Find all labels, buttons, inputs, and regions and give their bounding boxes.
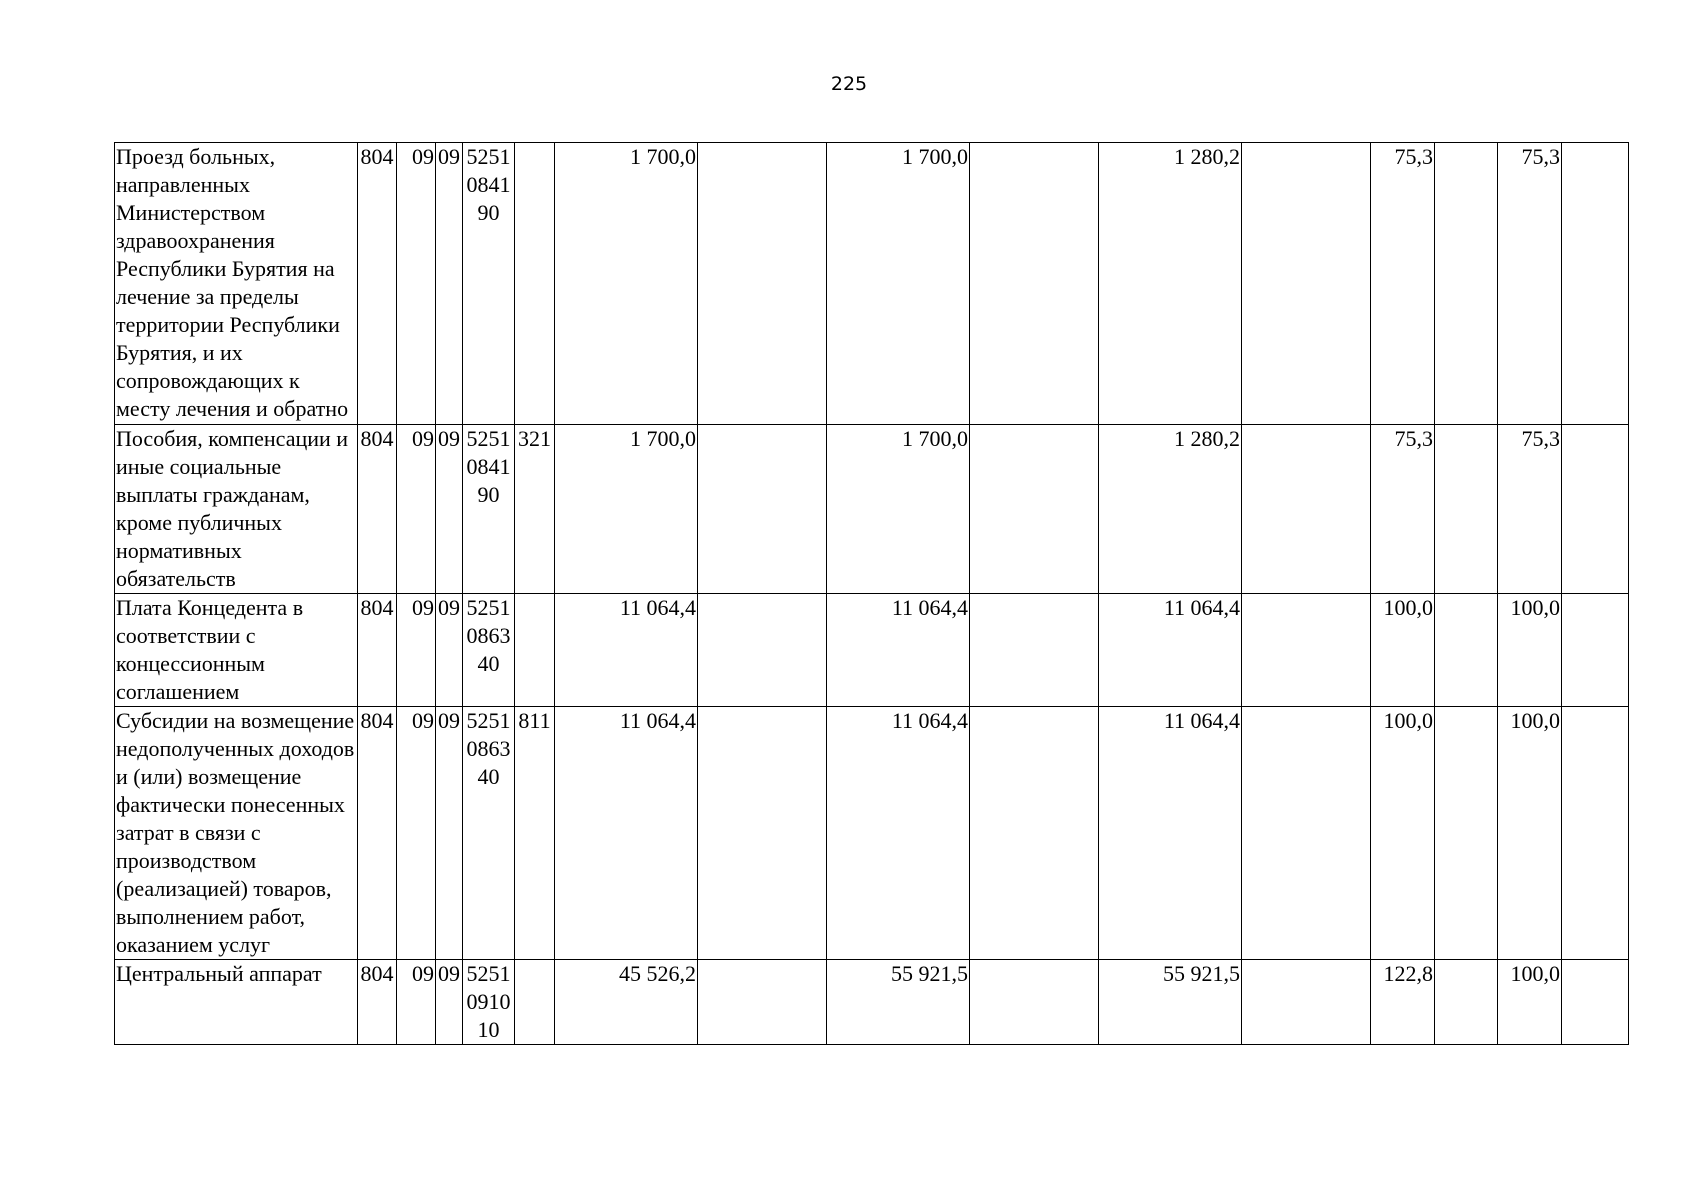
empty-cell (1562, 594, 1629, 707)
grbs-code-cell: 804 (358, 707, 397, 960)
refined-amount-cell: 1 700,0 (827, 143, 970, 425)
empty-cell (698, 707, 827, 960)
row-name-cell: Центральный аппарат (115, 960, 358, 1045)
target-article-code-cell: 5251086340 (463, 594, 515, 707)
empty-cell (1435, 425, 1498, 594)
subsection-code-cell: 09 (436, 594, 463, 707)
target-article-code-cell: 5251084190 (463, 425, 515, 594)
percent-approved-cell: 122,8 (1371, 960, 1435, 1045)
expense-type-code-cell (515, 960, 555, 1045)
row-name-cell: Плата Концедента в соответствии с концессионным соглашением (115, 594, 358, 707)
row-name-cell: Проезд больных, направленных Министерством здравоохранения Республики Бурятия на лечение за пределы территории Республики Бурятия, и их сопровождающих к месту лечения и обратно (115, 143, 358, 425)
refined-amount-cell: 55 921,5 (827, 960, 970, 1045)
empty-cell (1242, 960, 1371, 1045)
empty-cell (970, 143, 1099, 425)
empty-cell (1242, 425, 1371, 594)
empty-cell (1435, 960, 1498, 1045)
row-name-cell: Пособия, компенсации и иные социальные выплаты гражданам, кроме публичных нормативных обязательств (115, 425, 358, 594)
grbs-code-cell: 804 (358, 143, 397, 425)
grbs-code-cell: 804 (358, 960, 397, 1045)
executed-amount-cell: 11 064,4 (1099, 594, 1242, 707)
empty-cell (970, 960, 1099, 1045)
percent-approved-cell: 75,3 (1371, 425, 1435, 594)
percent-refined-cell: 75,3 (1498, 143, 1562, 425)
empty-cell (1242, 143, 1371, 425)
empty-cell (1562, 707, 1629, 960)
expense-type-code-cell: 811 (515, 707, 555, 960)
empty-cell (698, 143, 827, 425)
subsection-code-cell: 09 (436, 960, 463, 1045)
empty-cell (1242, 707, 1371, 960)
table-row (115, 425, 1629, 594)
percent-refined-cell: 100,0 (1498, 707, 1562, 960)
approved-amount-cell: 1 700,0 (555, 143, 698, 425)
subsection-code-cell: 09 (436, 425, 463, 594)
empty-cell (698, 594, 827, 707)
empty-cell (1562, 143, 1629, 425)
refined-amount-cell: 1 700,0 (827, 425, 970, 594)
empty-cell (1242, 594, 1371, 707)
subsection-code-cell: 09 (436, 143, 463, 425)
budget-execution-table (114, 142, 1629, 1045)
table-row (115, 594, 1629, 707)
grbs-code-cell: 804 (358, 425, 397, 594)
expense-type-code-cell (515, 594, 555, 707)
executed-amount-cell: 11 064,4 (1099, 707, 1242, 960)
empty-cell (698, 425, 827, 594)
executed-amount-cell: 1 280,2 (1099, 425, 1242, 594)
approved-amount-cell: 1 700,0 (555, 425, 698, 594)
expense-type-code-cell (515, 143, 555, 425)
percent-approved-cell: 75,3 (1371, 143, 1435, 425)
target-article-code-cell: 5251084190 (463, 143, 515, 425)
section-code-cell: 09 (397, 594, 436, 707)
executed-amount-cell: 1 280,2 (1099, 143, 1242, 425)
empty-cell (1435, 143, 1498, 425)
table-row (115, 143, 1629, 425)
section-code-cell: 09 (397, 425, 436, 594)
approved-amount-cell: 11 064,4 (555, 594, 698, 707)
page-number: 225 (830, 73, 868, 95)
percent-refined-cell: 100,0 (1498, 594, 1562, 707)
empty-cell (1562, 425, 1629, 594)
percent-refined-cell: 100,0 (1498, 960, 1562, 1045)
executed-amount-cell: 55 921,5 (1099, 960, 1242, 1045)
refined-amount-cell: 11 064,4 (827, 707, 970, 960)
section-code-cell: 09 (397, 707, 436, 960)
grbs-code-cell: 804 (358, 594, 397, 707)
percent-approved-cell: 100,0 (1371, 707, 1435, 960)
empty-cell (1562, 960, 1629, 1045)
expense-type-code-cell: 321 (515, 425, 555, 594)
table-row (115, 707, 1629, 960)
percent-refined-cell: 75,3 (1498, 425, 1562, 594)
section-code-cell: 09 (397, 960, 436, 1045)
table-row (115, 960, 1629, 1045)
empty-cell (698, 960, 827, 1045)
section-code-cell: 09 (397, 143, 436, 425)
empty-cell (1435, 707, 1498, 960)
empty-cell (970, 425, 1099, 594)
empty-cell (970, 707, 1099, 960)
target-article-code-cell: 5251091010 (463, 960, 515, 1045)
subsection-code-cell: 09 (436, 707, 463, 960)
row-name-cell: Субсидии на возмещение недополученных доходов и (или) возмещение фактически понесенных затрат в связи с производством (реализацией) товаров, выполнением работ, оказанием услуг (115, 707, 358, 960)
empty-cell (1435, 594, 1498, 707)
refined-amount-cell: 11 064,4 (827, 594, 970, 707)
approved-amount-cell: 45 526,2 (555, 960, 698, 1045)
empty-cell (970, 594, 1099, 707)
percent-approved-cell: 100,0 (1371, 594, 1435, 707)
approved-amount-cell: 11 064,4 (555, 707, 698, 960)
target-article-code-cell: 5251086340 (463, 707, 515, 960)
